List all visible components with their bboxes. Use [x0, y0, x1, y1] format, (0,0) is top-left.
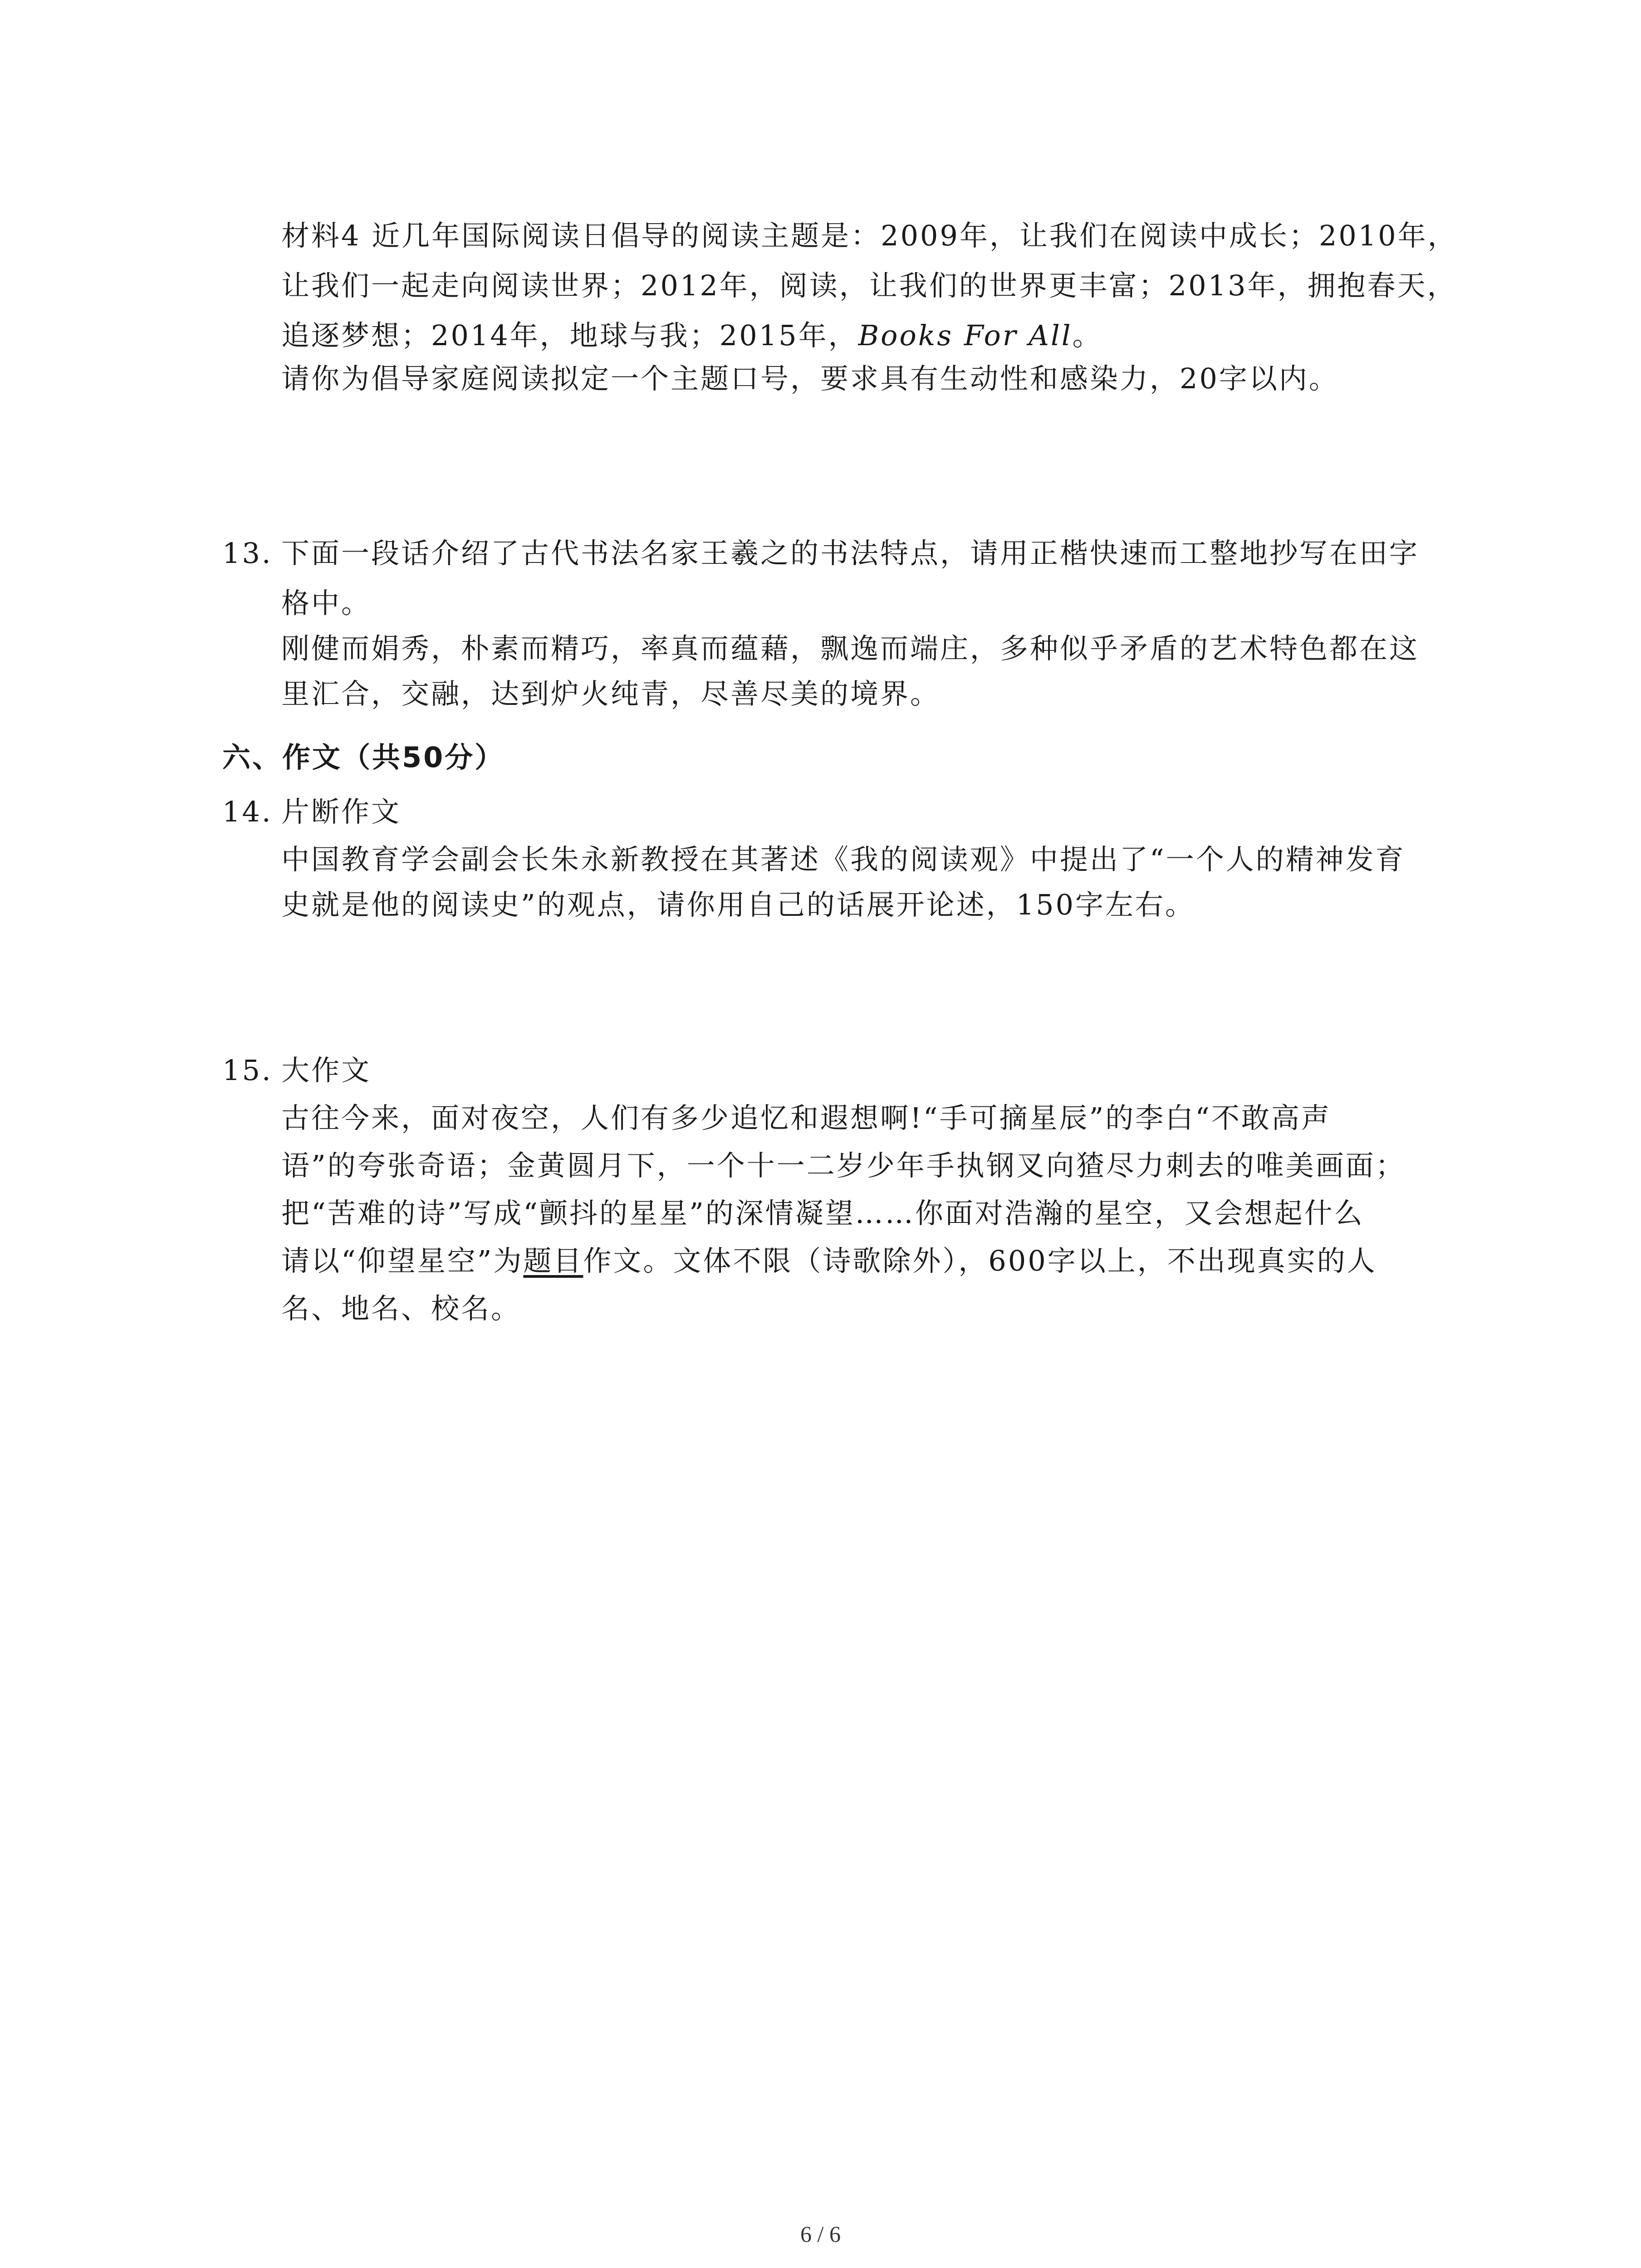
q15-line-3: 把“苦难的诗”写成“颤抖的星星”的深情凝望……你面对浩瀚的星空，又会想起什么: [281, 1197, 1364, 1230]
q13-passage-line-2: 里汇合，交融，达到炉火纯青，尽善尽美的境界。: [281, 677, 941, 710]
q15-line-4-prefix: 请以“仰望星空”为: [281, 1244, 524, 1277]
material4-line-3-prefix: 追逐梦想；2014年，地球与我；2015年，: [281, 319, 858, 352]
q13-line-1: 下面一段话介绍了古代书法名家王羲之的书法特点，请用正楷快速而工整地抄写在田字: [281, 537, 1420, 570]
material4-line-2: 让我们一起走向阅读世界；2012年，阅读，让我们的世界更丰富；2013年，拥抱春天，: [281, 269, 1457, 302]
material4-line-1: 材料4 近几年国际阅读日倡导的阅读主题是：2009年，让我们在阅读中成长；2010年，: [281, 219, 1458, 252]
material4-prompt: 请你为倡导家庭阅读拟定一个主题口号，要求具有生动性和感染力，20字以内。: [281, 362, 1339, 395]
q15-line-2: 语”的夸张奇语；金黄圆月下，一个十一二岁少年手执钢叉向猹尽力刺去的唯美画面；: [281, 1149, 1406, 1182]
q15-number: 15.: [222, 1054, 273, 1087]
q15-line-5: 名、地名、校名。: [281, 1292, 521, 1325]
material4-line-3: [281, 318, 1102, 354]
q14-title: 片断作文: [281, 795, 402, 828]
q13-number: 13.: [222, 537, 273, 570]
page-number: 6 / 6: [800, 2221, 841, 2247]
q14-number: 14.: [222, 795, 273, 828]
q15-underlined-word: 题目: [523, 1244, 583, 1277]
material4-line-3-suffix: 。: [1072, 319, 1102, 352]
q14-line-2: 史就是他的阅读史”的观点，请你用自己的话展开论述，150字左右。: [281, 888, 1195, 921]
section-heading-composition: 六、作文（共50分）: [222, 741, 505, 774]
q13-passage-line-1: 刚健而娟秀，朴素而精巧，率真而蕴藉，飘逸而端庄，多种似乎矛盾的艺术特色都在这: [281, 632, 1420, 665]
q15-line-1: 古往今来，面对夜空，人们有多少追忆和遐想啊!“手可摘星辰”的李白“不敢高声: [281, 1101, 1332, 1134]
q15-line-4-suffix: 作文。文体不限（诗歌除外），600字以上，不出现真实的人: [583, 1244, 1377, 1277]
q13-line-2: 格中。: [281, 587, 372, 620]
q15-line-4: [281, 1243, 1377, 1279]
q14-line-1: 中国教育学会副会长朱永新教授在其著述《我的阅读观》中提出了“一个人的精神发育: [281, 843, 1406, 876]
q15-title: 大作文: [281, 1054, 372, 1087]
material4-theme-english: Books For All: [858, 319, 1073, 352]
